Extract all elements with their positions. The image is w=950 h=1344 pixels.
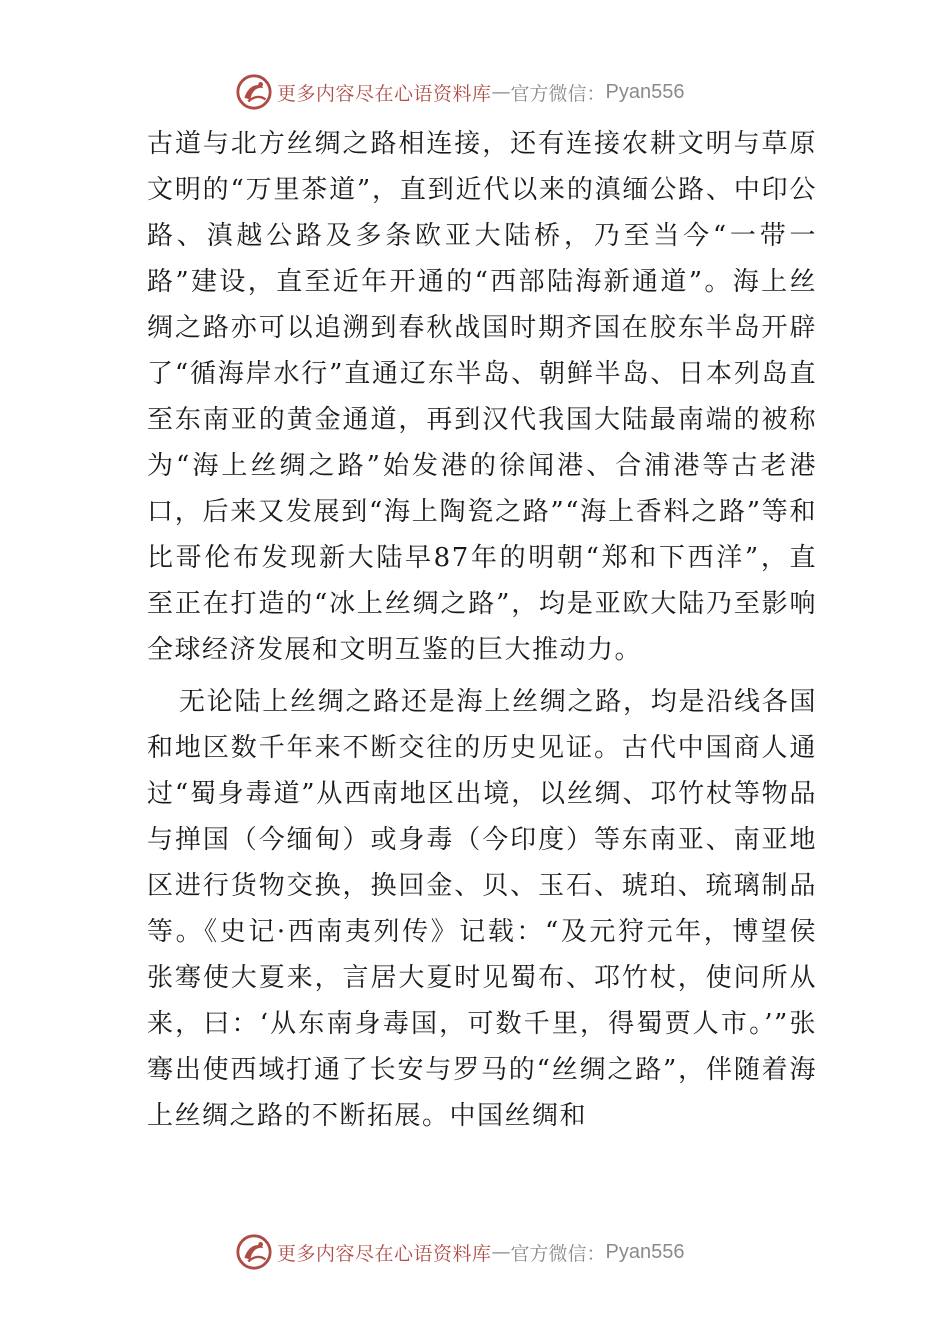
footer-dash: —	[491, 1241, 511, 1263]
paragraph-2: 无论陆上丝绸之路还是海上丝绸之路，均是沿线各国和地区数千年来不断交往的历史见证。古代中国商人通过“蜀身毒道”从西南地区出境，以丝绸、邛竹杖等物品与掸国（今缅甸）或身毒（今印度）等东南亚、南亚地区进行货物交换，换回金、贝、玉石、琥珀、琉璃制品等。《史记·西南夷列传》记载：“及元狩元年，博望侯张骞使大夏来，言居大夏时见蜀布、邛竹杖，使问所从来，曰：‘从东南身毒国，可数千里，得蜀贾人市。’”张骞出使西域打通了长安与罗马的“丝绸之路”，伴随着海上丝绸之路的不断拓展。中国丝绸和	[147, 687, 817, 1131]
footer-wechat-id: Pyan556	[605, 1240, 685, 1263]
header-banner	[235, 72, 755, 112]
header-wechat-id: Pyan556	[605, 80, 685, 103]
header-dash: —	[491, 81, 511, 103]
header-brand-text: 更多内容尽在心语资料库	[277, 82, 492, 105]
red-swirl-logo-icon	[235, 1233, 273, 1271]
footer-brand-text: 更多内容尽在心语资料库	[277, 1242, 492, 1265]
header-wechat-label: 官方微信：	[510, 82, 606, 105]
footer-banner	[235, 1232, 755, 1272]
red-swirl-logo-icon	[235, 73, 273, 111]
footer-wechat-label: 官方微信：	[510, 1242, 606, 1265]
body-text	[147, 121, 817, 1139]
paragraph-1: 古道与北方丝绸之路相连接，还有连接农耕文明与草原文明的“万里茶道”，直到近代以来的滇缅公路、中印公路、滇越公路及多条欧亚大陆桥，乃至当今“一带一路”建设，直至近年开通的“西部陆海新通道”。海上丝绸之路亦可以追溯到春秋战国时期齐国在胶东半岛开辟了“循海岸水行”直通辽东半岛、朝鲜半岛、日本列岛直至东南亚的黄金通道，再到汉代我国大陆最南端的被称为“海上丝绸之路”始发港的徐闻港、合浦港等古老港口，后来又发展到“海上陶瓷之路”“海上香料之路”等和比哥伦布发现新大陆早87年的明朝“郑和下西洋”，直至正在打造的“冰上丝绸之路”，均是亚欧大陆乃至影响全球经济发展和文明互鉴的巨大推动力。	[147, 129, 817, 665]
